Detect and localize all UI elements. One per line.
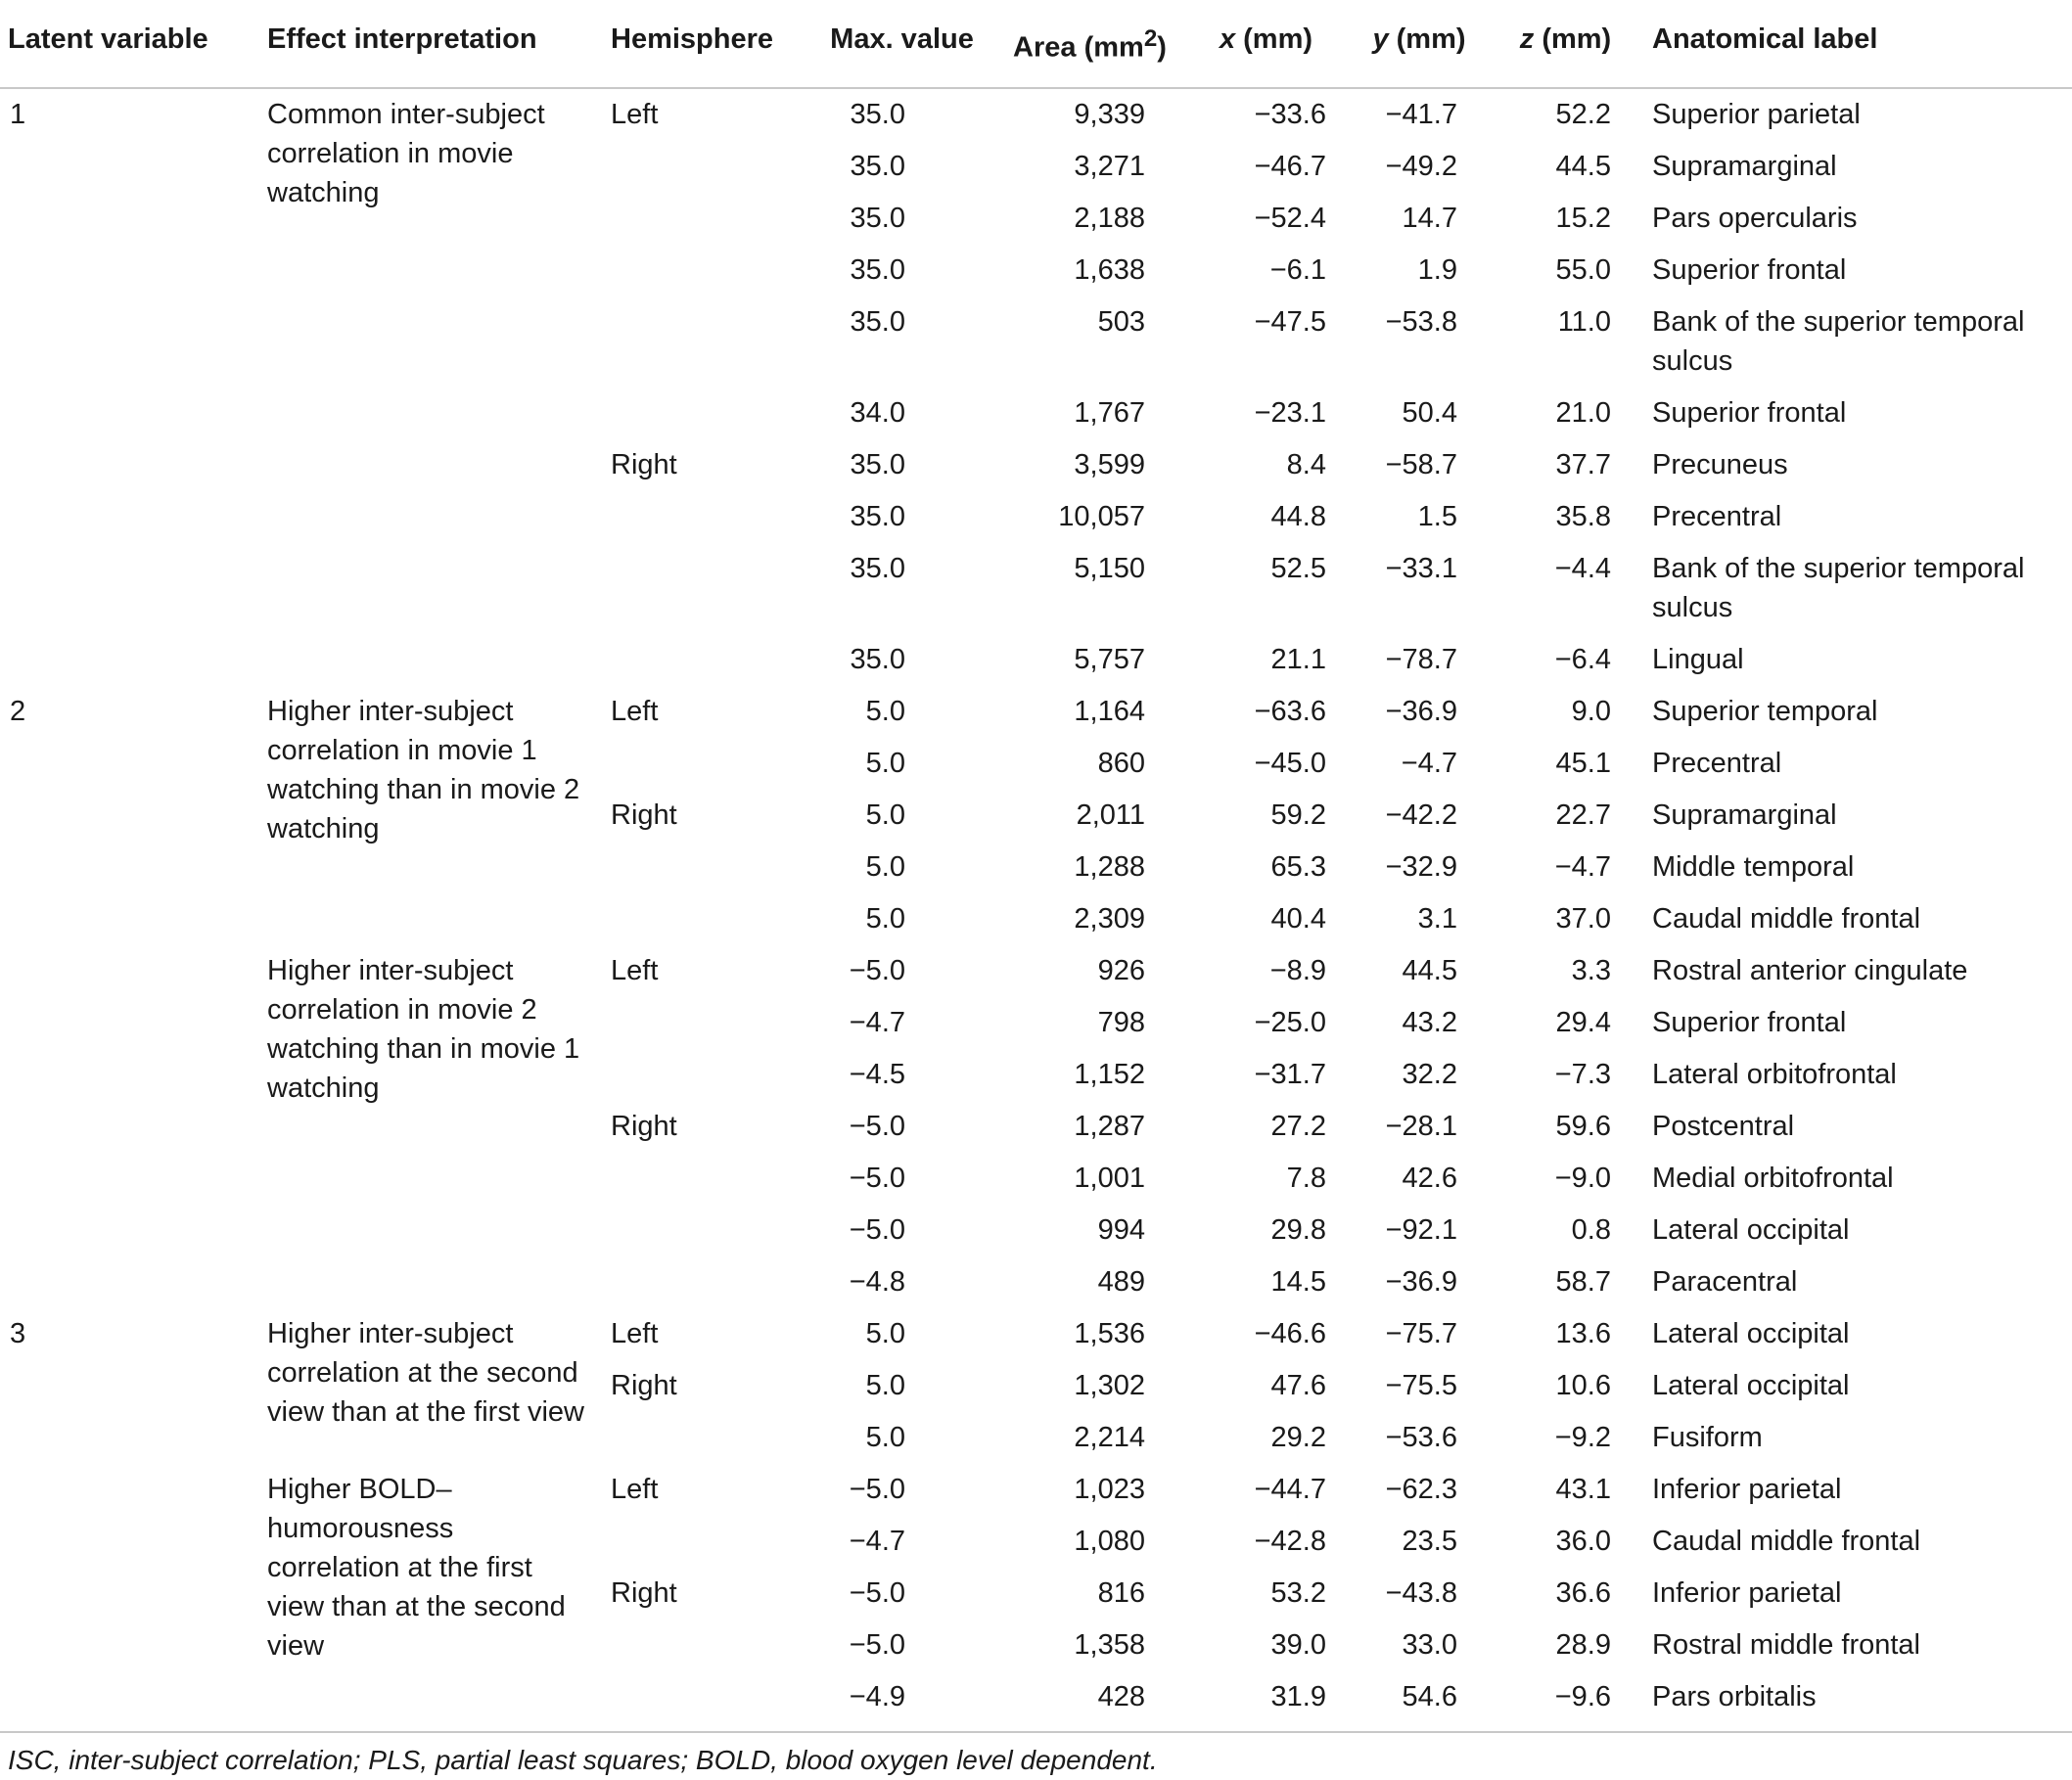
x-coordinate-cell: −8.9 xyxy=(1269,954,1326,986)
z-coordinate-cell: −9.2 xyxy=(1554,1421,1611,1453)
z-coordinate-cell: 44.5 xyxy=(1555,150,1611,182)
y-coordinate-cell: −28.1 xyxy=(1385,1110,1457,1142)
header-z-unit: (mm) xyxy=(1534,23,1612,55)
z-coordinate-cell: 13.6 xyxy=(1555,1317,1611,1349)
x-coordinate-cell: −46.7 xyxy=(1254,150,1326,182)
latent-variable-cell: 1 xyxy=(10,98,26,130)
max-value-cell: −5.0 xyxy=(849,1213,905,1246)
header-z-axis: z xyxy=(1519,23,1535,55)
anatomical-label-cell: Lingual xyxy=(1652,643,1744,675)
area-cell: 503 xyxy=(1097,305,1145,338)
anatomical-label-cell: Lateral occipital xyxy=(1652,1369,1850,1401)
area-cell: 1,152 xyxy=(1074,1058,1145,1090)
anatomical-label-cell: Bank of the superior temporal sulcus xyxy=(1652,552,2025,623)
area-cell: 798 xyxy=(1097,1006,1145,1038)
area-cell: 3,271 xyxy=(1074,150,1145,182)
max-value-cell: 5.0 xyxy=(865,695,905,727)
anatomical-label-cell: Bank of the superior temporal sulcus xyxy=(1652,305,2025,377)
z-coordinate-cell: −4.4 xyxy=(1554,552,1611,584)
anatomical-label-cell: Caudal middle frontal xyxy=(1652,902,1921,935)
x-coordinate-cell: −25.0 xyxy=(1254,1006,1326,1038)
x-coordinate-cell: 31.9 xyxy=(1270,1680,1326,1712)
z-coordinate-cell: 45.1 xyxy=(1555,747,1611,779)
anatomical-label-cell: Superior frontal xyxy=(1652,396,1847,429)
anatomical-label-cell: Postcentral xyxy=(1652,1110,1795,1142)
z-coordinate-cell: 22.7 xyxy=(1555,799,1611,831)
y-coordinate-cell: −41.7 xyxy=(1385,98,1457,130)
header-y-unit: (mm) xyxy=(1388,23,1466,55)
area-cell: 489 xyxy=(1097,1265,1145,1298)
hemisphere-cell: Left xyxy=(611,1473,659,1505)
header-latent-variable: Latent variable xyxy=(0,8,250,88)
anatomical-label-cell: Rostral anterior cingulate xyxy=(1652,954,1968,986)
z-coordinate-cell: 3.3 xyxy=(1571,954,1611,986)
area-cell: 1,164 xyxy=(1074,695,1145,727)
table-row xyxy=(0,945,2072,997)
header-anatomical-label: Anatomical label xyxy=(1638,8,2072,88)
y-coordinate-cell: −53.6 xyxy=(1385,1421,1457,1453)
z-coordinate-cell: 43.1 xyxy=(1555,1473,1611,1505)
max-value-cell: −5.0 xyxy=(849,1162,905,1194)
x-coordinate-cell: 44.8 xyxy=(1270,500,1326,532)
table-row xyxy=(0,686,2072,738)
x-coordinate-cell: −44.7 xyxy=(1254,1473,1326,1505)
area-cell: 3,599 xyxy=(1074,448,1145,480)
area-cell: 1,536 xyxy=(1074,1317,1145,1349)
anatomical-label-cell: Inferior parietal xyxy=(1652,1576,1842,1609)
header-area xyxy=(993,8,1186,88)
anatomical-label-cell: Superior frontal xyxy=(1652,1006,1847,1038)
max-value-cell: 35.0 xyxy=(850,253,905,286)
area-cell: 1,287 xyxy=(1074,1110,1145,1142)
x-coordinate-cell: 7.8 xyxy=(1286,1162,1326,1194)
anatomical-label-cell: Pars orbitalis xyxy=(1652,1680,1817,1712)
z-coordinate-cell: 36.6 xyxy=(1555,1576,1611,1609)
x-coordinate-cell: −63.6 xyxy=(1254,695,1326,727)
x-coordinate-cell: −46.6 xyxy=(1254,1317,1326,1349)
x-coordinate-cell: 53.2 xyxy=(1270,1576,1326,1609)
anatomical-label-cell: Middle temporal xyxy=(1652,850,1855,883)
hemisphere-cell: Right xyxy=(611,1110,677,1142)
y-coordinate-cell: 1.5 xyxy=(1417,500,1457,532)
max-value-cell: 5.0 xyxy=(865,799,905,831)
z-coordinate-cell: 58.7 xyxy=(1555,1265,1611,1298)
max-value-cell: −5.0 xyxy=(849,954,905,986)
x-coordinate-cell: 65.3 xyxy=(1270,850,1326,883)
header-hemisphere: Hemisphere xyxy=(597,8,810,88)
effect-interpretation-cell: Higher BOLD–humorousness correlation at the first view than at the second view xyxy=(267,1473,566,1662)
y-coordinate-cell: 43.2 xyxy=(1402,1006,1457,1038)
hemisphere-cell: Right xyxy=(611,448,677,480)
header-max-value: Max. value xyxy=(810,8,993,88)
area-cell: 2,188 xyxy=(1074,202,1145,234)
x-coordinate-cell: −52.4 xyxy=(1254,202,1326,234)
y-coordinate-cell: −42.2 xyxy=(1385,799,1457,831)
y-coordinate-cell: 54.6 xyxy=(1402,1680,1457,1712)
anatomical-label-cell: Inferior parietal xyxy=(1652,1473,1842,1505)
z-coordinate-cell: 10.6 xyxy=(1555,1369,1611,1401)
max-value-cell: 34.0 xyxy=(850,396,905,429)
hemisphere-cell: Right xyxy=(611,1576,677,1609)
table-row xyxy=(0,88,2072,141)
z-coordinate-cell: 0.8 xyxy=(1571,1213,1611,1246)
anatomical-label-cell: Pars opercularis xyxy=(1652,202,1858,234)
y-coordinate-cell: 3.1 xyxy=(1417,902,1457,935)
anatomical-label-cell: Paracentral xyxy=(1652,1265,1798,1298)
max-value-cell: −4.7 xyxy=(849,1006,905,1038)
header-z xyxy=(1493,8,1638,88)
max-value-cell: 5.0 xyxy=(865,902,905,935)
x-coordinate-cell: −31.7 xyxy=(1254,1058,1326,1090)
z-coordinate-cell: −6.4 xyxy=(1554,643,1611,675)
anatomical-label-cell: Supramarginal xyxy=(1652,799,1837,831)
header-y-axis: y xyxy=(1372,23,1389,55)
y-coordinate-cell: 23.5 xyxy=(1402,1525,1457,1557)
area-cell: 9,339 xyxy=(1074,98,1145,130)
area-cell: 1,023 xyxy=(1074,1473,1145,1505)
z-coordinate-cell: 37.7 xyxy=(1555,448,1611,480)
max-value-cell: −4.7 xyxy=(849,1525,905,1557)
area-cell: 1,302 xyxy=(1074,1369,1145,1401)
anatomical-label-cell: Precuneus xyxy=(1652,448,1788,480)
y-coordinate-cell: −36.9 xyxy=(1385,1265,1457,1298)
hemisphere-cell: Right xyxy=(611,799,677,831)
anatomical-label-cell: Precentral xyxy=(1652,500,1782,532)
table-row xyxy=(0,1308,2072,1360)
z-coordinate-cell: 59.6 xyxy=(1555,1110,1611,1142)
area-cell: 994 xyxy=(1097,1213,1145,1246)
y-coordinate-cell: −62.3 xyxy=(1385,1473,1457,1505)
y-coordinate-cell: −75.5 xyxy=(1385,1369,1457,1401)
header-x-axis: x xyxy=(1219,23,1236,55)
hemisphere-cell: Left xyxy=(611,1317,659,1349)
x-coordinate-cell: 29.8 xyxy=(1270,1213,1326,1246)
anatomical-label-cell: Supramarginal xyxy=(1652,150,1837,182)
area-cell: 10,057 xyxy=(1058,500,1145,532)
area-cell: 1,080 xyxy=(1074,1525,1145,1557)
z-coordinate-cell: 15.2 xyxy=(1555,202,1611,234)
z-coordinate-cell: −9.0 xyxy=(1554,1162,1611,1194)
area-cell: 5,757 xyxy=(1074,643,1145,675)
area-cell: 2,011 xyxy=(1076,799,1145,831)
table-header xyxy=(0,8,2072,88)
y-coordinate-cell: 44.5 xyxy=(1402,954,1457,986)
z-coordinate-cell: 35.8 xyxy=(1555,500,1611,532)
max-value-cell: −4.9 xyxy=(849,1680,905,1712)
area-cell: 1,288 xyxy=(1074,850,1145,883)
anatomical-label-cell: Lateral occipital xyxy=(1652,1317,1850,1349)
anatomical-label-cell: Superior frontal xyxy=(1652,253,1847,286)
anatomical-label-cell: Lateral occipital xyxy=(1652,1213,1850,1246)
hemisphere-cell: Left xyxy=(611,98,659,130)
x-coordinate-cell: 59.2 xyxy=(1270,799,1326,831)
y-coordinate-cell: −53.8 xyxy=(1385,305,1457,338)
max-value-cell: 5.0 xyxy=(865,1421,905,1453)
area-cell: 428 xyxy=(1097,1680,1145,1712)
table-row xyxy=(0,1464,2072,1516)
hemisphere-cell: Left xyxy=(611,954,659,986)
y-coordinate-cell: 33.0 xyxy=(1402,1628,1457,1661)
area-cell: 926 xyxy=(1097,954,1145,986)
x-coordinate-cell: −47.5 xyxy=(1254,305,1326,338)
z-coordinate-cell: −9.6 xyxy=(1554,1680,1611,1712)
anatomical-label-cell: Fusiform xyxy=(1652,1421,1763,1453)
max-value-cell: −5.0 xyxy=(849,1110,905,1142)
x-coordinate-cell: 21.1 xyxy=(1270,643,1326,675)
y-coordinate-cell: −33.1 xyxy=(1385,552,1457,584)
anatomical-label-cell: Rostral middle frontal xyxy=(1652,1628,1920,1661)
anatomical-label-cell: Medial orbitofrontal xyxy=(1652,1162,1894,1194)
area-cell: 1,001 xyxy=(1074,1162,1145,1194)
y-coordinate-cell: −58.7 xyxy=(1385,448,1457,480)
x-coordinate-cell: −23.1 xyxy=(1254,396,1326,429)
x-coordinate-cell: 8.4 xyxy=(1286,448,1326,480)
latent-variable-cell: 3 xyxy=(10,1317,26,1349)
latent-variable-cell: 2 xyxy=(10,695,26,727)
x-coordinate-cell: −6.1 xyxy=(1269,253,1326,286)
z-coordinate-cell: 52.2 xyxy=(1555,98,1611,130)
area-cell: 5,150 xyxy=(1074,552,1145,584)
effect-interpretation-cell: Higher inter-subject correlation in movie 1 watching than in movie 2 watching xyxy=(267,695,580,844)
anatomical-label-cell: Caudal middle frontal xyxy=(1652,1525,1921,1557)
x-coordinate-cell: −33.6 xyxy=(1254,98,1326,130)
y-coordinate-cell: −78.7 xyxy=(1385,643,1457,675)
y-coordinate-cell: 32.2 xyxy=(1402,1058,1457,1090)
max-value-cell: 35.0 xyxy=(850,150,905,182)
y-coordinate-cell: −92.1 xyxy=(1385,1213,1457,1246)
anatomical-label-cell: Lateral orbitofrontal xyxy=(1652,1058,1897,1090)
header-row xyxy=(0,8,2072,88)
max-value-cell: −5.0 xyxy=(849,1576,905,1609)
header-area-superscript: 2 xyxy=(1143,25,1158,52)
header-area-label: Area (mm xyxy=(1013,31,1144,64)
max-value-cell: 5.0 xyxy=(865,747,905,779)
x-coordinate-cell: 52.5 xyxy=(1270,552,1326,584)
y-coordinate-cell: −4.7 xyxy=(1401,747,1457,779)
area-cell: 816 xyxy=(1097,1576,1145,1609)
z-coordinate-cell: 28.9 xyxy=(1555,1628,1611,1661)
header-area-close: ) xyxy=(1157,31,1167,64)
z-coordinate-cell: 55.0 xyxy=(1555,253,1611,286)
y-coordinate-cell: −32.9 xyxy=(1385,850,1457,883)
y-coordinate-cell: 42.6 xyxy=(1402,1162,1457,1194)
max-value-cell: 35.0 xyxy=(850,305,905,338)
max-value-cell: 35.0 xyxy=(850,552,905,584)
hemisphere-cell: Left xyxy=(611,695,659,727)
max-value-cell: 5.0 xyxy=(865,850,905,883)
area-cell: 2,309 xyxy=(1074,902,1145,935)
header-y xyxy=(1346,8,1493,88)
max-value-cell: 35.0 xyxy=(850,500,905,532)
z-coordinate-cell: 21.0 xyxy=(1555,396,1611,429)
max-value-cell: 5.0 xyxy=(865,1369,905,1401)
effect-interpretation-cell: Higher inter-subject correlation at the second view than at the first view xyxy=(267,1317,584,1428)
max-value-cell: 35.0 xyxy=(850,448,905,480)
anatomical-label-cell: Precentral xyxy=(1652,747,1782,779)
y-coordinate-cell: −36.9 xyxy=(1385,695,1457,727)
y-coordinate-cell: 14.7 xyxy=(1402,202,1457,234)
y-coordinate-cell: 1.9 xyxy=(1417,253,1457,286)
x-coordinate-cell: 39.0 xyxy=(1270,1628,1326,1661)
max-value-cell: −4.8 xyxy=(849,1265,905,1298)
table-footnote: ISC, inter-subject correlation; PLS, partial least squares; BOLD, blood oxygen level dependent. xyxy=(0,1731,2072,1780)
max-value-cell: 35.0 xyxy=(850,98,905,130)
y-coordinate-cell: −75.7 xyxy=(1385,1317,1457,1349)
header-effect-interpretation: Effect interpretation xyxy=(250,8,597,88)
area-cell: 860 xyxy=(1097,747,1145,779)
z-coordinate-cell: −4.7 xyxy=(1554,850,1611,883)
max-value-cell: 35.0 xyxy=(850,202,905,234)
anatomical-label-cell: Superior parietal xyxy=(1652,98,1861,130)
x-coordinate-cell: 14.5 xyxy=(1270,1265,1326,1298)
z-coordinate-cell: −7.3 xyxy=(1554,1058,1611,1090)
z-coordinate-cell: 37.0 xyxy=(1555,902,1611,935)
z-coordinate-cell: 36.0 xyxy=(1555,1525,1611,1557)
y-coordinate-cell: −49.2 xyxy=(1385,150,1457,182)
z-coordinate-cell: 9.0 xyxy=(1571,695,1611,727)
x-coordinate-cell: 29.2 xyxy=(1270,1421,1326,1453)
table-body xyxy=(0,88,2072,1723)
max-value-cell: −5.0 xyxy=(849,1628,905,1661)
area-cell: 1,358 xyxy=(1074,1628,1145,1661)
brain-regions-table xyxy=(0,8,2072,1723)
z-coordinate-cell: 29.4 xyxy=(1555,1006,1611,1038)
x-coordinate-cell: −45.0 xyxy=(1254,747,1326,779)
max-value-cell: 35.0 xyxy=(850,643,905,675)
area-cell: 1,638 xyxy=(1074,253,1145,286)
effect-interpretation-cell: Common inter-subject correlation in movie watching xyxy=(267,98,545,208)
z-coordinate-cell: 11.0 xyxy=(1557,305,1611,338)
header-x-unit: (mm) xyxy=(1235,23,1313,55)
x-coordinate-cell: 40.4 xyxy=(1270,902,1326,935)
x-coordinate-cell: 27.2 xyxy=(1270,1110,1326,1142)
y-coordinate-cell: 50.4 xyxy=(1402,396,1457,429)
y-coordinate-cell: −43.8 xyxy=(1385,1576,1457,1609)
area-cell: 1,767 xyxy=(1074,396,1145,429)
max-value-cell: −5.0 xyxy=(849,1473,905,1505)
hemisphere-cell: Right xyxy=(611,1369,677,1401)
max-value-cell: −4.5 xyxy=(849,1058,905,1090)
x-coordinate-cell: −42.8 xyxy=(1254,1525,1326,1557)
effect-interpretation-cell: Higher inter-subject correlation in movie 2 watching than in movie 1 watching xyxy=(267,954,580,1104)
x-coordinate-cell: 47.6 xyxy=(1270,1369,1326,1401)
header-x xyxy=(1186,8,1346,88)
max-value-cell: 5.0 xyxy=(865,1317,905,1349)
area-cell: 2,214 xyxy=(1074,1421,1145,1453)
anatomical-label-cell: Superior temporal xyxy=(1652,695,1878,727)
